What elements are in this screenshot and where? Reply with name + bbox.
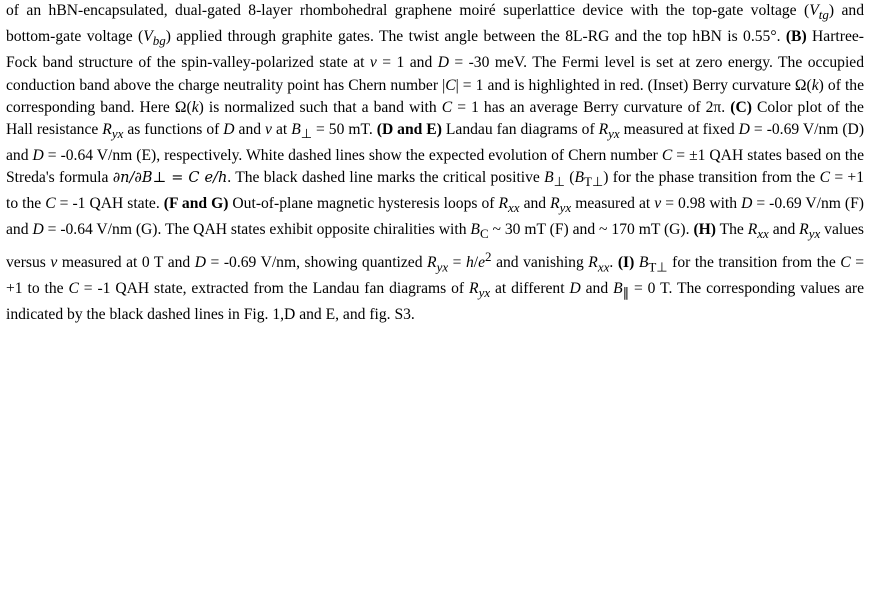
panel-label-c: (C)	[730, 98, 752, 116]
panel-label-f-g: (F and G)	[163, 195, 229, 213]
figure-caption: of an hBN-encapsulated, dual-gated 8-layer rhombohedral graphene moiré superlattice device with the top-gate voltage $(V_{tg})$ and bottom-gate voltage $(V_{bg})$ applied through graphite gates. The twist angle between the 8L-RG and the top hBN is 0.55°. (B) Hartree-Fock band structure of the spin-valley-polarized state at ν = 1 and D = -30 meV. The Fermi level is set at zero energy. The occupied conduction band above the charge neutrality point has Chern number |C| = 1 and is highlighted in red. (Inset) Berry curvature Ω(k) of the corresponding band. Here Ω(k) is normalized such that a band with C = 1 has an average Berry curvature of 2π. (C) Color plot of the Hall resistance $R_{yx}$ as functions of D and ν at $B_\perp = 50$ mT. (D and E) Landau fan diagrams of $R_{yx}$ measured at fixed D = -0.69 V/nm (D) and D = -0.64 V/nm (E), respectively. White dashed lines show the expected evolution of Chern number C = ±1 QAH states based on the Streda's formula ∂n/∂B⊥ = C e/h. The black dashed line marks the critical positive $B_\perp$ $(B_{T\perp})$ for the phase transition from the C = +1 to the C = -1 QAH state. (F and G) Out-of-plane magnetic hysteresis loops of $R_{xx}$ and $R_{yx}$ measured at ν = 0.98 with D = -0.69 V/nm (F) and D = -0.64 V/nm (G). The QAH states exhibit opposite chiralities with $B_C$ ~ 30 mT (F) and ~ 170 mT (G). (H) The $R_{xx}$ and $R_{yx}$ values versus ν measured at 0 T and D = -0.69 V/nm, showing quantized $R_{yx} = h/e^2$ and vanishing $R_{xx}$. (I) $B_{T\perp}$ for the transition from the C = +1 to the C = -1 QAH state, extracted from the Landau fan diagrams of $R_{yx}$ at different D and $B_\parallel = 0$ T. The corresponding values are indicated by the black dashed lines in Fig. 1,D and E, and fig. S3.	[6, 2, 865, 324]
panel-label-i: (I)	[617, 253, 635, 271]
panel-label-h: (H)	[693, 221, 716, 239]
panel-label-b: (B)	[785, 28, 807, 46]
panel-label-d-e: (D and E)	[376, 120, 442, 138]
streda-formula: ∂n/∂B⊥ = C e/h	[112, 169, 228, 186]
